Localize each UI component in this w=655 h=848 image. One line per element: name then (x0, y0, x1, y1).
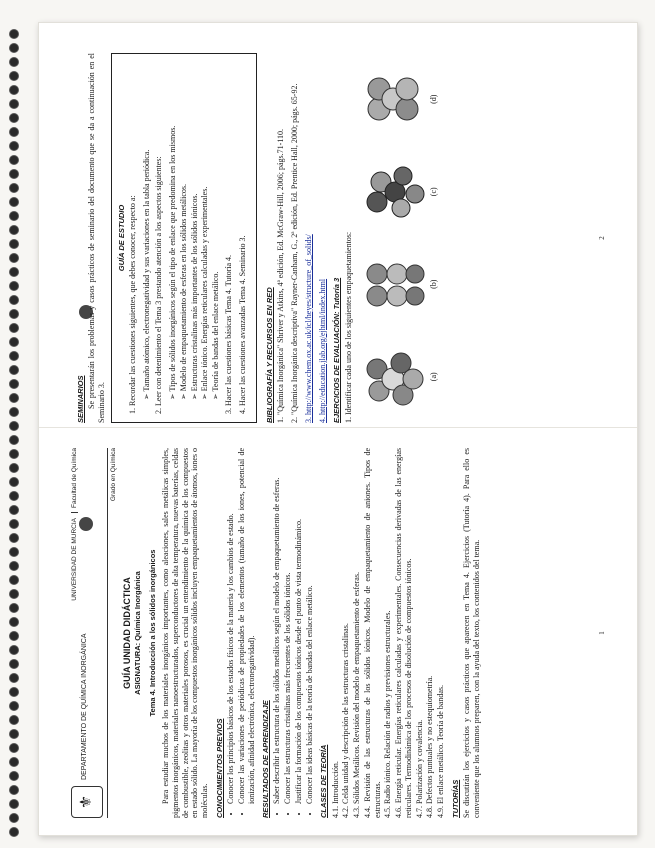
guia-q2: 2. Leer con detenimiento el Tema 3 prestando atención a los aspectos siguientes: (154, 156, 164, 414)
binding-ring-icon (10, 142, 18, 150)
biblio-item: 2. "Química Inorgánica descriptiva" Rayner-Canham, G., 2ª edición, Ed. Prentice Hall, 2000; págs. 65-92. (290, 83, 300, 423)
binding-ring-icon (10, 198, 18, 206)
list-item: 4.4. Revisión de las estructuras de los sólidos iónicos. Modelo de empaquetamiento de aniones. Tipos de estructuras. (362, 448, 382, 818)
binding-ring-icon (10, 730, 18, 738)
binding-ring-icon (10, 170, 18, 178)
list-item: 4.8. Defectos puntuales y no estequiometría. (425, 675, 435, 818)
binding-ring-icon (10, 338, 18, 346)
page-number: 2 (598, 236, 607, 240)
list-item: 4.1. Introducción. (330, 761, 340, 818)
binding-ring-icon (10, 156, 18, 164)
ejercicios-heading: EJERCICIOS DE EVALUACIÓN: Tutoría 3 (332, 277, 342, 423)
list-item: • Saber describir la estructura de los sólidos metálicos según el modelo de empaquetamiento de esferas. (272, 448, 282, 804)
sphere-packing-icon (363, 347, 425, 407)
topic-title: Tema 4. Introducción a los sólidos inorgánicos (148, 549, 158, 717)
list-item: 4.9. El enlace metálico. Teoría de bandas. (436, 684, 446, 818)
binding-ring-icon (10, 408, 18, 416)
binding-ring-icon (10, 366, 18, 374)
binding-ring-icon (10, 380, 18, 388)
conocimientos-list (226, 448, 256, 818)
subject-title: ASIGNATURA: Química Inorgánica (132, 571, 142, 695)
binding-ring-icon (10, 758, 18, 766)
resultados-list (272, 448, 314, 818)
page-number: 1 (598, 631, 607, 635)
binding-ring-icon (10, 464, 18, 472)
biblio-link[interactable]: 3. http://www.chem.ox.ac.uk/icl/heyes/structure_of_solids/ (303, 234, 313, 423)
biblio-link[interactable]: 4. http://education.jlab.org/ejhtml/index.html (317, 278, 327, 423)
list-item: 4.2. Celda unidad y descripción de las estructuras cristalinas. (341, 623, 351, 818)
binding-ring-icon (10, 800, 18, 808)
list-item: ➢ Tipos de sólidos inorgánicos según el tipo de enlace que predomina en los mismos. (168, 62, 178, 400)
binding-ring-icon (10, 632, 18, 640)
intro-paragraph: Para estudiar muchos de los materiales inorgánicos importantes, como aleaciones, sales metálicas simples, pigmentos inorgánicos, materiales nanoestructurados, superconductores de alta temperatura, nuevas baterías, celdas de combustible, zeolitas y otros materiales porosos, es crucial un entendimiento de la química de los compuestos en estado sólido. La mayoría de los compuestos inorgánicos sólidos incluyen empaquetamientos de átomos, iones o moléculas. (161, 448, 210, 818)
department-name: DEPARTAMENTO DE QUÍMICA INORGÁNICA (81, 633, 88, 780)
binding-ring-icon (10, 786, 18, 794)
binding-ring-icon (10, 772, 18, 780)
list-item: 4.7. Polarización y covalencia. (414, 719, 424, 818)
guia-q3: 3. Hacer las cuestiones básicas Tema 4. Tutoría 4. (223, 254, 233, 414)
figure-label: (d) (429, 94, 439, 104)
page-left (71, 448, 611, 818)
binding-ring-icon (10, 618, 18, 626)
guia-q1-list (142, 62, 152, 414)
list-item: • Conocer los principios básicos de los estados físicos de la materia y los cambios de estado. (226, 448, 236, 804)
list-item: • Conocer las estructuras cristalinas más frecuentes de los sólidos iónicos. (283, 448, 293, 804)
packing-figure-c (363, 162, 439, 222)
binding-ring-icon (10, 128, 18, 136)
binding-ring-icon (10, 296, 18, 304)
list-item: ➢ Enlace iónico. Energías reticulares calculadas y experimentales. (200, 62, 210, 400)
sphere-packing-icon (363, 254, 425, 314)
binding-ring-icon (10, 30, 18, 38)
list-item: ➢ Tamaño atómico, electronegatividad y sus variaciones en la tabla periódica. (142, 62, 152, 400)
conocimientos-heading: CONOCIMIENTOS PREVIOS (214, 718, 224, 818)
ejercicio-q1: 1. Identificar cada uno de los siguientes empaquetamientos: (343, 231, 353, 423)
binding-ring-icon (10, 744, 18, 752)
binding-ring-icon (10, 184, 18, 192)
binding-ring-icon (10, 282, 18, 290)
packing-figure-d (363, 69, 439, 129)
tutorias-heading: TUTORÍAS (450, 779, 460, 818)
list-item: 4.6. Energía reticular. Energías reticulares calculadas y experimentales. Consecuencias derivadas de las energías reticulares. Termodinámica de los procesos de disolución de compuestos iónicos. (394, 448, 413, 818)
binding-ring-icon (10, 478, 18, 486)
seminarios-heading: SEMINARIOS (76, 375, 85, 423)
rotated-content (61, 48, 621, 828)
binding-ring-icon (10, 394, 18, 402)
list-item: 4.5. Radio iónico. Relación de radios y previsiones estructurales. (383, 610, 393, 818)
binding-ring-icon (10, 58, 18, 66)
figure-label: (a) (429, 372, 439, 382)
binding-ring-icon (10, 674, 18, 682)
binding-ring-icon (10, 100, 18, 108)
binding-ring-icon (10, 688, 18, 696)
packing-figure-b (363, 254, 439, 314)
binding-ring-icon (10, 814, 18, 822)
binding-ring-icon (10, 828, 18, 836)
seminarios-text: Se presentarán los problemas y casos prácticos de seminario del documento que se da a continuación en el Seminario 3. (87, 53, 106, 423)
clases-list (331, 448, 446, 818)
binding-ring-icon (10, 44, 18, 52)
binding-ring-icon (10, 576, 18, 584)
degree-label: Grado en Química (110, 448, 117, 502)
study-guide-box (111, 53, 258, 423)
university-crest-icon: ⚜ (71, 786, 103, 818)
binding-ring-icon (10, 604, 18, 612)
guide-title: GUÍA UNIDAD DIDÁCTICA (121, 577, 132, 689)
resultados-heading: RESULTADOS DE APRENDIZAJE (261, 700, 271, 818)
guia-heading: GUÍA DE ESTUDIO (116, 204, 126, 272)
binding-ring-icon (10, 646, 18, 654)
tutorias-text: Se discutirán los ejercicios y casos prácticos que aparecen en Tema 4. Ejercicios (Tutoría 4). Para ello es conveniente que los alumnos preparen, con la ayuda del texto, los contenidos del tema. (461, 448, 481, 818)
binding-ring-icon (10, 702, 18, 710)
binding-ring-icon (10, 212, 18, 220)
packing-figure-a (363, 347, 439, 407)
binding-ring-icon (10, 660, 18, 668)
binding-ring-icon (10, 72, 18, 80)
list-item: 4.3. Sólidos Metálicos. Revisión del modelo de empaquetamiento de esferas. (352, 572, 362, 818)
biblio-item: 1. "Química Inorgánica" Shriver y Atkins, 4ª edición, Ed. McGraw-Hill, 2006; págs.71-110. (276, 128, 286, 423)
binding-ring-icon (10, 422, 18, 430)
packing-figures (363, 53, 439, 423)
binding-ring-icon (10, 114, 18, 122)
binding-ring-icon (10, 590, 18, 598)
binding-ring-icon (10, 548, 18, 556)
list-item: ➢ Modelo de empaquetamiento de esferas en los sólidos metálicos. (179, 62, 189, 400)
binding-ring-icon (10, 86, 18, 94)
binding-ring-icon (10, 562, 18, 570)
scanned-page (38, 22, 638, 836)
binding-ring-icon (10, 254, 18, 262)
sphere-packing-icon (363, 162, 425, 222)
binding-ring-icon (10, 324, 18, 332)
binding-ring-icon (10, 506, 18, 514)
university-name: UNIVERSIDAD DE MURCIA (71, 517, 78, 601)
binding-ring-icon (10, 520, 18, 528)
binding-ring-icon (10, 240, 18, 248)
page-header (71, 448, 108, 818)
clases-heading: CLASES DE TEORÍA (319, 744, 329, 818)
binding-ring-icon (10, 268, 18, 276)
guia-q4: 4. Hacer las cuestiones avanzadas Tema 4. Seminario 3. (237, 235, 247, 414)
list-item: • Conocer las variaciones de periódicas de propiedades de los elementos (tamaño de los iones, potencial de ionización, afinidad electrónica, electronegatividad). (237, 448, 257, 804)
guia-q1: 1. Recordar las cuestiones siguientes, que debes conocer, respecto a: (127, 195, 137, 414)
list-item: ➢ Teoría de bandas del enlace metálico. (211, 62, 221, 400)
binding-ring-icon (10, 352, 18, 360)
binding-ring-icon (10, 492, 18, 500)
list-item: • Justificar la formación de los compuestos iónicos desde el punto de vista termodinámico. (294, 448, 304, 804)
binding-ring-icon (10, 716, 18, 724)
guia-q2-list (168, 62, 221, 414)
figure-label: (b) (429, 279, 439, 289)
binding-ring-icon (10, 226, 18, 234)
sphere-packing-icon (363, 69, 425, 129)
faculty-name: Facultad de Química (71, 448, 78, 513)
binding-ring-icon (10, 534, 18, 542)
binding-ring-icon (10, 436, 18, 444)
figure-label: (c) (429, 187, 439, 197)
binding-ring-icon (10, 310, 18, 318)
biblio-heading: BIBLIOGRAFÍA Y RECURSOS EN RED (265, 287, 275, 423)
binding-ring-icon (10, 450, 18, 458)
page-right (71, 53, 611, 423)
list-item: • Conocer las ideas básicas de la teoría de bandas del enlace metálico. (305, 448, 315, 804)
list-item: ➢ Estructuras cristalinas más importantes de los sólidos iónicos. (190, 62, 200, 400)
